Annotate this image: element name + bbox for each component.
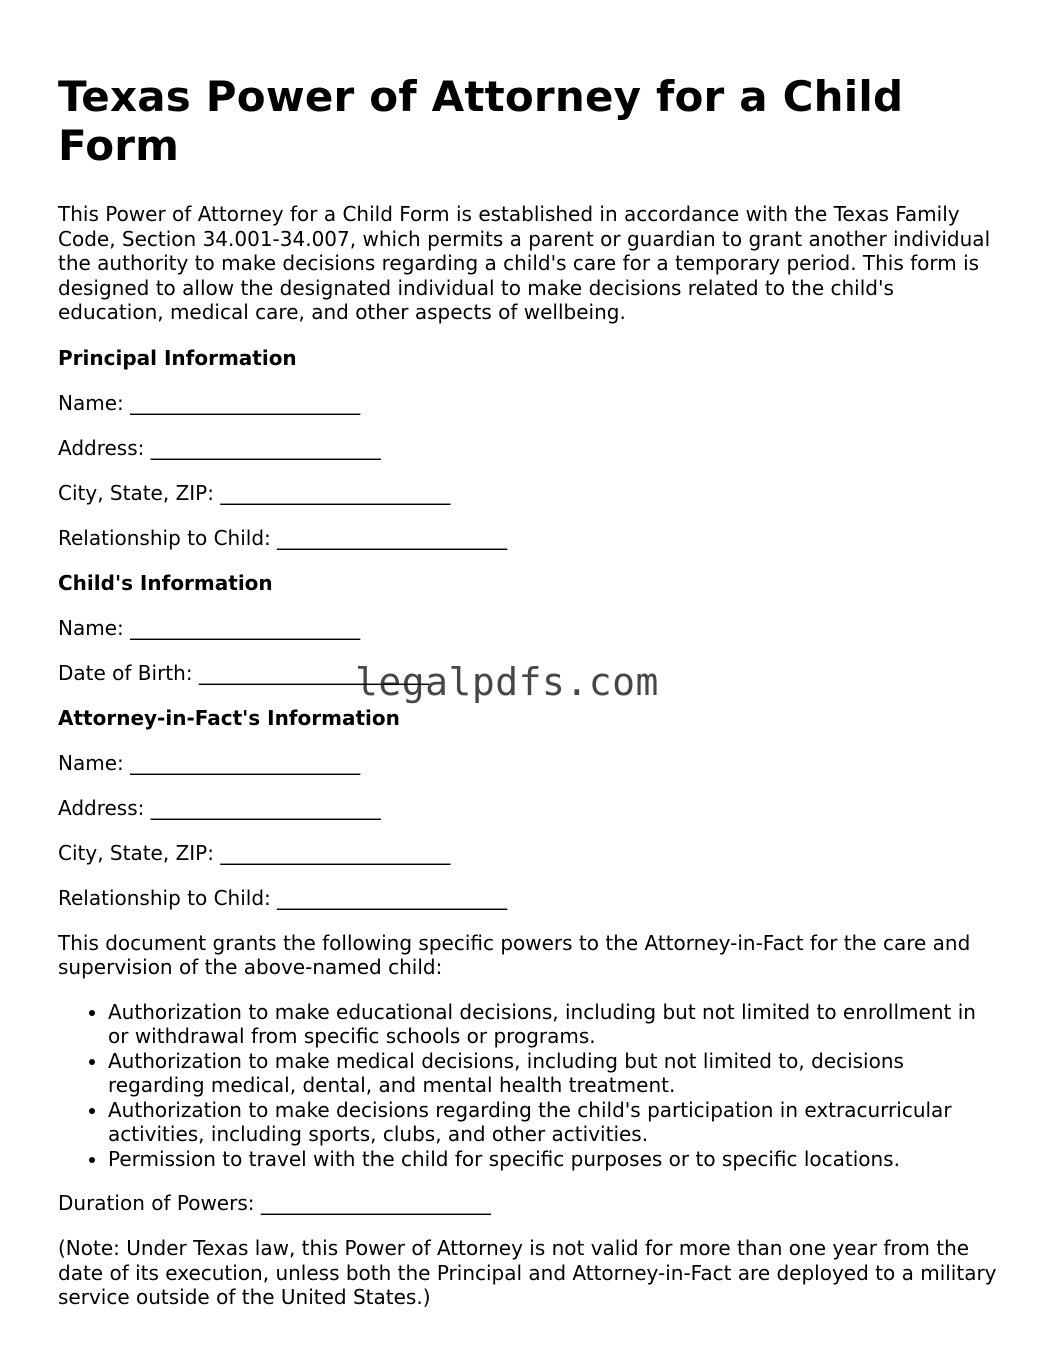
principal-city-state-zip-field: City, State, ZIP: _______________________ <box>58 480 451 505</box>
list-item: • Authorization to make educational decisions, including but not limited to enrollment in or withdrawal from specific schools or programs. <box>108 1000 998 1049</box>
child-dob-field: Date of Birth: _______________________ <box>58 660 429 685</box>
principal-relationship-field: Relationship to Child: _______________________ <box>58 525 508 550</box>
attorney-name-field: Name: _______________________ <box>58 750 361 775</box>
attorney-relationship-field: Relationship to Child: _______________________ <box>58 885 508 910</box>
principal-heading: Principal Information <box>58 345 297 370</box>
intro-paragraph: This Power of Attorney for a Child Form is established in accordance with the Texas Family Code, Section 34.001-34.007, which permits a parent or guardian to grant another individual the authority to make decisions regarding a child's care for a temporary period. This form is designed to allow the designated individual to make decisions related to the child's education, medical care, and other aspects of wellbeing. <box>58 202 991 324</box>
child-name-field: Name: _______________________ <box>58 615 361 640</box>
child-heading: Child's Information <box>58 570 273 595</box>
document-title: Texas Power of Attorney for a Child Form <box>58 72 904 170</box>
attorney-city-state-zip-field: City, State, ZIP: _______________________ <box>58 840 451 865</box>
list-item: • Authorization to make decisions regarding the child's participation in extracurricular activities, including sports, clubs, and other activities. <box>108 1098 998 1147</box>
principal-name-field: Name: _______________________ <box>58 390 361 415</box>
watermark: legalpdfs.com <box>355 660 659 704</box>
list-item: • Authorization to make medical decisions, including but not limited to, decisions regarding medical, dental, and mental health treatment. <box>108 1049 998 1098</box>
attorney-heading: Attorney-in-Fact's Information <box>58 705 400 730</box>
principal-address-field: Address: _______________________ <box>58 435 381 460</box>
powers-list <box>58 1000 998 1172</box>
note-paragraph: (Note: Under Texas law, this Power of Attorney is not valid for more than one year from the date of its execution, unless both the Principal and Attorney-in-Fact are deployed to a military service outside of the United States.) <box>58 1236 997 1309</box>
duration-field: Duration of Powers: _______________________ <box>58 1191 491 1215</box>
attorney-address-field: Address: _______________________ <box>58 795 381 820</box>
document-page <box>58 72 998 1330</box>
powers-intro: This document grants the following specific powers to the Attorney-in-Fact for the care and supervision of the above-named child: <box>58 930 971 979</box>
list-item: • Permission to travel with the child for specific purposes or to specific locations. <box>108 1147 998 1172</box>
